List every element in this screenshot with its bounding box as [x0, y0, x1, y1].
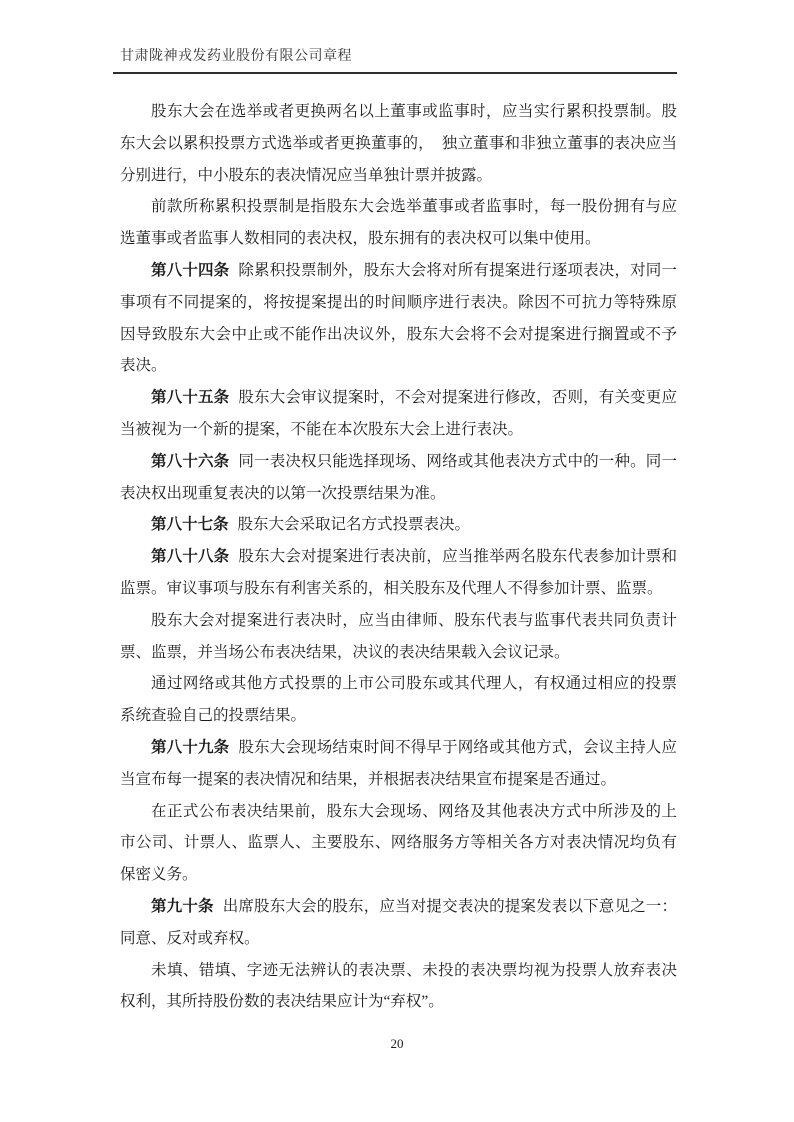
header-title: 甘肃陇神戎发药业股份有限公司章程 — [120, 49, 352, 64]
paragraph — [120, 732, 677, 796]
paragraph-text: 股东大会审议提案时，不会对提案进行修改，否则，有关变更应当被视为一个新的提案，不能在本次股东大会上进行表决。 — [120, 389, 677, 438]
paragraph — [120, 541, 677, 605]
paragraph — [120, 605, 677, 669]
paragraph — [120, 191, 677, 255]
paragraph — [120, 955, 677, 1019]
paragraph — [120, 382, 677, 446]
paragraph — [120, 668, 677, 732]
article-number: 第九十条 — [151, 897, 214, 915]
article-number: 第八十八条 — [151, 548, 230, 566]
page-footer — [0, 1036, 794, 1052]
paragraph — [120, 96, 677, 191]
paragraph-text: 出席股东大会的股东，应当对提交表决的提案发表以下意见之一：同意、反对或弃权。 — [120, 897, 677, 947]
paragraph-text: 在正式公布表决结果前，股东大会现场、网络及其他表决方式中所涉及的上市公司、计票人、监票人、主要股东、网络服务方等相关各方对表决情况均负有保密义务。 — [120, 802, 677, 884]
paragraph — [120, 509, 677, 541]
page-header — [113, 45, 677, 74]
article-number: 第八十七条 — [151, 516, 229, 534]
article-number: 第八十四条 — [151, 261, 230, 279]
paragraph-text: 除累积投票制外，股东大会将对所有提案进行逐项表决，对同一事项有不同提案的，将按提案提出的时间顺序进行表决。除因不可抗力等特殊原因导致股东大会中止或不能作出决议外，股东大会将不会对提案进行搁置或不予表决。 — [120, 261, 677, 375]
paragraph-text: 股东大会采取记名方式投票表决。 — [237, 516, 471, 534]
paragraph-text: 股东大会在选举或者更换两名以上董事或监事时，应当实行累积投票制。股东大会以累积投票方式选举或者更换董事的， 独立董事和非独立董事的表决应当分别进行，中小股东的表决情况应当单独计票并披露。 — [120, 103, 677, 184]
paragraph-text: 通过网络或其他方式投票的上市公司股东或其代理人，有权通过相应的投票系统查验自己的投票结果。 — [120, 675, 677, 725]
paragraph-text: 股东大会对提案进行表决前，应当推举两名股东代表参加计票和监票。审议事项与股东有利害关系的，相关股东及代理人不得参加计票、监票。 — [120, 548, 677, 597]
paragraph-text: 前款所称累积投票制是指股东大会选举董事或者监事时，每一股份拥有与应选董事或者监事人数相同的表决权，股东拥有的表决权可以集中使用。 — [120, 198, 677, 248]
paragraph-text: 未填、错填、字迹无法辨认的表决票、未投的表决票均视为投票人放弃表决权利，其所持股份数的表决结果应计为“弃权”。 — [120, 961, 677, 1011]
paragraph — [120, 446, 677, 510]
paragraph-text: 同一表决权只能选择现场、网络或其他表决方式中的一种。同一表决权出现重复表决的以第一次投票结果为准。 — [120, 452, 677, 502]
page-number: 20 — [390, 1036, 404, 1051]
paragraph — [120, 796, 677, 891]
paragraph-text: 股东大会现场结束时间不得早于网络或其他方式，会议主持人应当宣布每一提案的表决情况和结果，并根据表决结果宣布提案是否通过。 — [120, 738, 677, 788]
document-body — [120, 96, 677, 1018]
paragraph — [120, 891, 677, 955]
article-number: 第八十九条 — [151, 738, 230, 756]
paragraph-text: 股东大会对提案进行表决时，应当由律师、股东代表与监事代表共同负责计票、监票，并当场公布表决结果，决议的表决结果载入会议记录。 — [120, 611, 677, 661]
article-number: 第八十五条 — [151, 389, 230, 407]
paragraph — [120, 255, 677, 382]
article-number: 第八十六条 — [151, 452, 230, 470]
